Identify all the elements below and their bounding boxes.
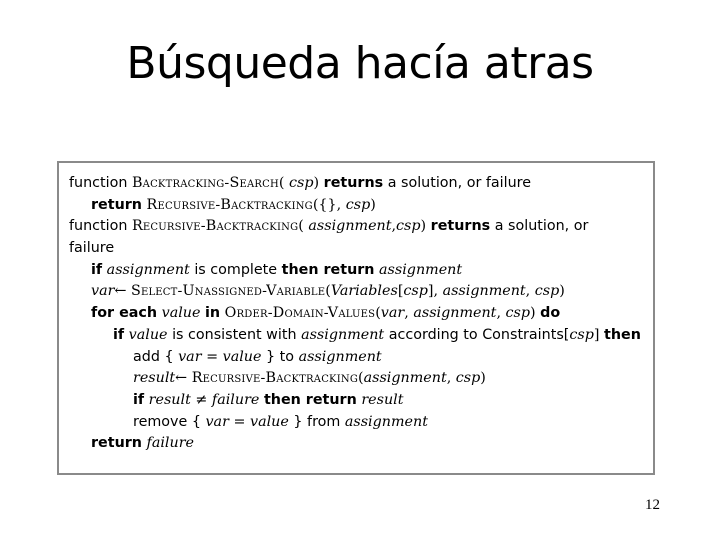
keyword: if xyxy=(133,391,145,408)
paren: ) xyxy=(313,175,320,191)
keyword: function xyxy=(69,175,128,191)
comma: , xyxy=(404,305,414,322)
text: remove { xyxy=(133,413,201,430)
algorithm-box xyxy=(57,161,655,475)
bracket: [ xyxy=(397,283,404,300)
not-equal: ≠ xyxy=(190,391,212,408)
keyword: do xyxy=(540,305,561,322)
variable: assignment xyxy=(301,326,385,343)
algo-line-3 xyxy=(69,216,643,238)
variable: var xyxy=(91,283,115,300)
paren: ) xyxy=(480,370,486,387)
param: csp xyxy=(396,218,421,235)
keyword: returns xyxy=(430,218,491,235)
variable: var xyxy=(205,413,229,430)
param: csp xyxy=(289,175,314,191)
text: ({}, xyxy=(312,196,346,213)
assign-arrow: ← xyxy=(114,283,127,300)
assign-arrow: ← xyxy=(175,370,188,387)
text: a solution, or xyxy=(494,218,589,235)
function-name: Recursive-Backtracking xyxy=(146,196,313,213)
variable: result xyxy=(148,391,191,408)
paren: ) xyxy=(420,218,427,235)
algo-line-13 xyxy=(69,433,643,455)
text: } from xyxy=(293,413,341,430)
param: assignment xyxy=(308,218,392,235)
function-name: Recursive-Backtracking xyxy=(191,370,359,387)
equals: = xyxy=(228,413,250,430)
param: assignment xyxy=(442,283,526,300)
keyword: then return xyxy=(263,391,357,408)
keyword: function xyxy=(69,218,128,235)
algo-line-6 xyxy=(69,281,643,303)
keyword: if xyxy=(113,326,125,343)
paren: ( xyxy=(298,218,304,235)
param: csp xyxy=(505,305,531,322)
variable: assignment xyxy=(298,348,382,365)
paren: ( xyxy=(375,305,381,322)
function-name: Order-Domain-Values xyxy=(224,305,376,322)
keyword: if xyxy=(91,261,103,278)
algo-line-5 xyxy=(69,260,643,282)
algo-line-9 xyxy=(69,347,643,369)
param: csp xyxy=(403,283,428,300)
function-name: Backtracking-Search xyxy=(131,175,279,191)
variable: value xyxy=(250,413,289,430)
text: add { xyxy=(133,348,174,365)
algo-line-8 xyxy=(69,325,643,347)
bracket: ] xyxy=(593,326,600,343)
comma: , xyxy=(391,218,397,235)
keyword: return xyxy=(91,435,142,452)
text: failure xyxy=(69,240,115,257)
slide-title: Búsqueda hacía atras xyxy=(126,38,594,89)
variable: value xyxy=(128,326,168,343)
paren: ( xyxy=(325,283,331,300)
paren: ) xyxy=(530,305,536,322)
variable: value xyxy=(222,348,262,365)
keyword: returns xyxy=(323,175,384,191)
keyword: for each xyxy=(91,305,158,322)
variable: result xyxy=(361,391,404,408)
equals: = xyxy=(201,348,223,365)
algo-line-7 xyxy=(69,303,643,325)
text: is consistent with xyxy=(172,326,297,343)
variable: assignment xyxy=(379,261,463,278)
algo-line-4 xyxy=(69,238,643,260)
param: csp xyxy=(569,326,594,343)
variable: var xyxy=(178,348,202,365)
variable: failure xyxy=(146,435,195,452)
paren: ) xyxy=(559,283,565,300)
param: assignment xyxy=(363,370,447,387)
keyword: return xyxy=(91,196,142,213)
algo-line-12 xyxy=(69,412,643,434)
algo-line-1 xyxy=(69,173,643,195)
text: a solution, or failure xyxy=(387,175,532,191)
algo-line-10 xyxy=(69,368,643,390)
text: according to Constraints[ xyxy=(388,326,570,343)
function-name: Select-Unassigned-Variable xyxy=(130,283,326,300)
variable: value xyxy=(161,305,201,322)
variable: result xyxy=(133,370,176,387)
keyword: in xyxy=(205,305,221,322)
paren: ( xyxy=(278,175,285,191)
text: ], xyxy=(427,283,443,300)
comma: , xyxy=(496,305,506,322)
algo-line-2 xyxy=(69,195,643,217)
variable: assignment xyxy=(344,413,428,430)
param: csp xyxy=(455,370,481,387)
keyword: then return xyxy=(281,261,375,278)
param: assignment xyxy=(413,305,497,322)
algo-line-11 xyxy=(69,390,643,412)
variable: assignment xyxy=(106,261,190,278)
paren: ( xyxy=(358,370,364,387)
algorithm-pseudocode xyxy=(69,173,643,455)
param: csp xyxy=(534,283,560,300)
page-number: 12 xyxy=(645,497,660,513)
text: is complete xyxy=(194,261,278,278)
paren: ) xyxy=(370,196,376,213)
comma: , xyxy=(446,370,456,387)
text: } to xyxy=(266,348,295,365)
param: var xyxy=(380,305,405,322)
function-name: Recursive-Backtracking xyxy=(131,218,299,235)
keyword: then xyxy=(603,326,641,343)
variable: Variables xyxy=(330,283,398,300)
comma: , xyxy=(525,283,535,300)
param: csp xyxy=(345,196,371,213)
variable: failure xyxy=(211,391,260,408)
